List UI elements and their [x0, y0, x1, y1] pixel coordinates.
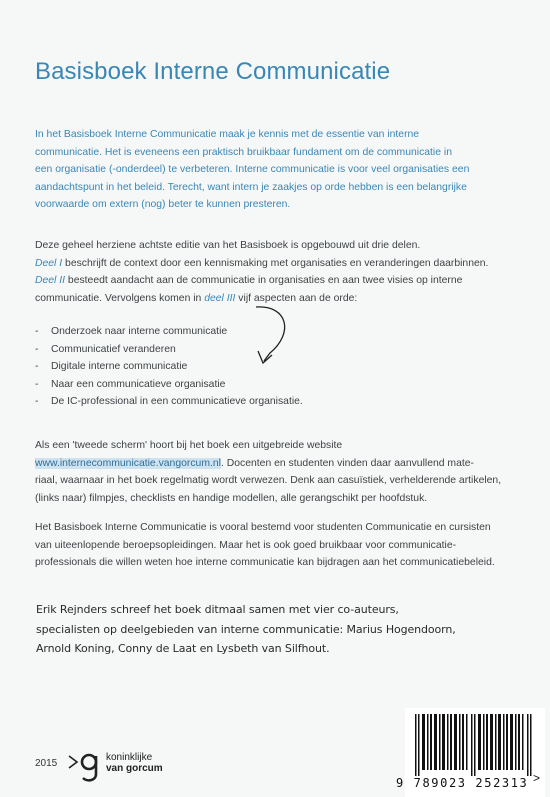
- audience-line: professionals die willen weten hoe interne communicatie kan bijdragen aan het communicatiebeleid.: [35, 557, 495, 568]
- website-text: . Docenten en studenten vinden daar aanvullend mate-: [220, 457, 474, 469]
- intro-line: een organisatie (-onderdeel) te verbeteren. Interne communicatie is voor veel organisaties een: [35, 164, 470, 175]
- intro-line: aandachtspunt in het beleid. Terecht, want intern je zaakjes op orde hebben is een belangrijke: [35, 181, 467, 193]
- intro-line: In het Basisboek Interne Communicatie maak je kennis met de essentie van interne: [35, 129, 420, 140]
- list-item-text: De IC-professional in een communicatieve organisatie.: [51, 396, 303, 407]
- list-item: - De IC-professional in een communicatieve organisatie.: [35, 396, 303, 407]
- website-line: [35, 455, 515, 473]
- website-paragraph: [35, 437, 515, 507]
- handwritten-line: Arnold Koning, Conny de Laat en Lysbeth van Silfhout.: [36, 642, 330, 655]
- list-item: - Onderzoek naar interne communicatie: [35, 326, 228, 337]
- publisher-name: [106, 752, 163, 774]
- intro-line: voorwaarde om extern (nog) beter te kunnen presteren.: [35, 199, 291, 210]
- structure-paragraph: [35, 237, 515, 307]
- list-item-text: Communicatief veranderen: [51, 343, 176, 355]
- website-line: (links naar) filmpjes, checklists en handige modellen, alle gerangschikt per hoofdstuk.: [35, 492, 428, 504]
- intro-paragraph: [35, 126, 515, 214]
- deel-3-ref: deel III: [204, 292, 236, 304]
- structure-text: vijf aspecten aan de orde:: [235, 292, 358, 304]
- aspects-list: [35, 323, 303, 411]
- handwritten-line: Erik Rejnders schreef het boek ditmaal samen met vier co-auteurs,: [36, 603, 399, 616]
- publisher-line: koninklijke: [106, 752, 153, 763]
- audience-line: van uiteenlopende beroepsopleidingen. Maar het is ook goed bruikbaar voor communicatie-: [35, 539, 457, 551]
- structure-line: [35, 272, 515, 290]
- audience-paragraph: [35, 519, 515, 572]
- list-item-text: Naar een communicatieve organisatie: [51, 378, 226, 390]
- structure-line: [35, 255, 515, 273]
- handwritten-line: specialisten op deelgebieden van interne communicatie: Marius Hogendoorn,: [36, 622, 456, 636]
- website-line: Als een 'tweede scherm' hoort bij het boek een uitgebreide website: [35, 440, 343, 451]
- website-link[interactable]: www.internecommunicatie.vangorcum.nl: [35, 457, 221, 469]
- isbn-number: 9 789023 252313: [396, 776, 529, 790]
- structure-line: Deze geheel herziene achtste editie van het Basisboek is opgebouwd uit drie delen.: [35, 240, 421, 251]
- list-item-text: Digitale interne communicatie: [51, 361, 188, 372]
- publisher-line: van gorcum: [106, 763, 163, 774]
- website-line: riaal, waarnaar in het boek regelmatig wordt verwezen. Denk aan casuïstiek, verhelderende artikelen,: [35, 475, 502, 486]
- structure-text: besteedt aandacht aan de communicatie in organisaties en aan twee visies op interne: [65, 275, 463, 286]
- audience-line: Het Basisboek Interne Communicatie is vooral bestemd voor studenten Communicatie en cursisten: [35, 522, 491, 533]
- list-item-text: Onderzoek naar interne communicatie: [51, 326, 228, 337]
- publication-year: 2015: [35, 758, 58, 769]
- barcode-bars: [415, 714, 533, 776]
- isbn-arrow: >: [533, 771, 541, 785]
- list-item: - Communicatief veranderen: [35, 343, 176, 355]
- structure-text: communicatie. Vervolgens komen in: [35, 292, 205, 304]
- list-item: - Digitale interne communicatie: [35, 361, 188, 372]
- structure-text: beschrijft de context door een kennismaking met organisaties en veranderingen daarbinnen.: [62, 257, 489, 269]
- van-gorcum-logo-icon: [67, 748, 105, 786]
- list-item: - Naar een communicatieve organisatie: [35, 378, 226, 390]
- authors-handwritten-note: [36, 600, 516, 659]
- page-title: Basisboek Interne Communicatie: [35, 58, 391, 85]
- intro-line: communicatie. Het is eveneens een praktisch bruikbaar fundament om de communicatie in: [35, 146, 452, 158]
- deel-2-ref: Deel II: [35, 275, 66, 286]
- deel-1-ref: Deel I: [35, 257, 63, 269]
